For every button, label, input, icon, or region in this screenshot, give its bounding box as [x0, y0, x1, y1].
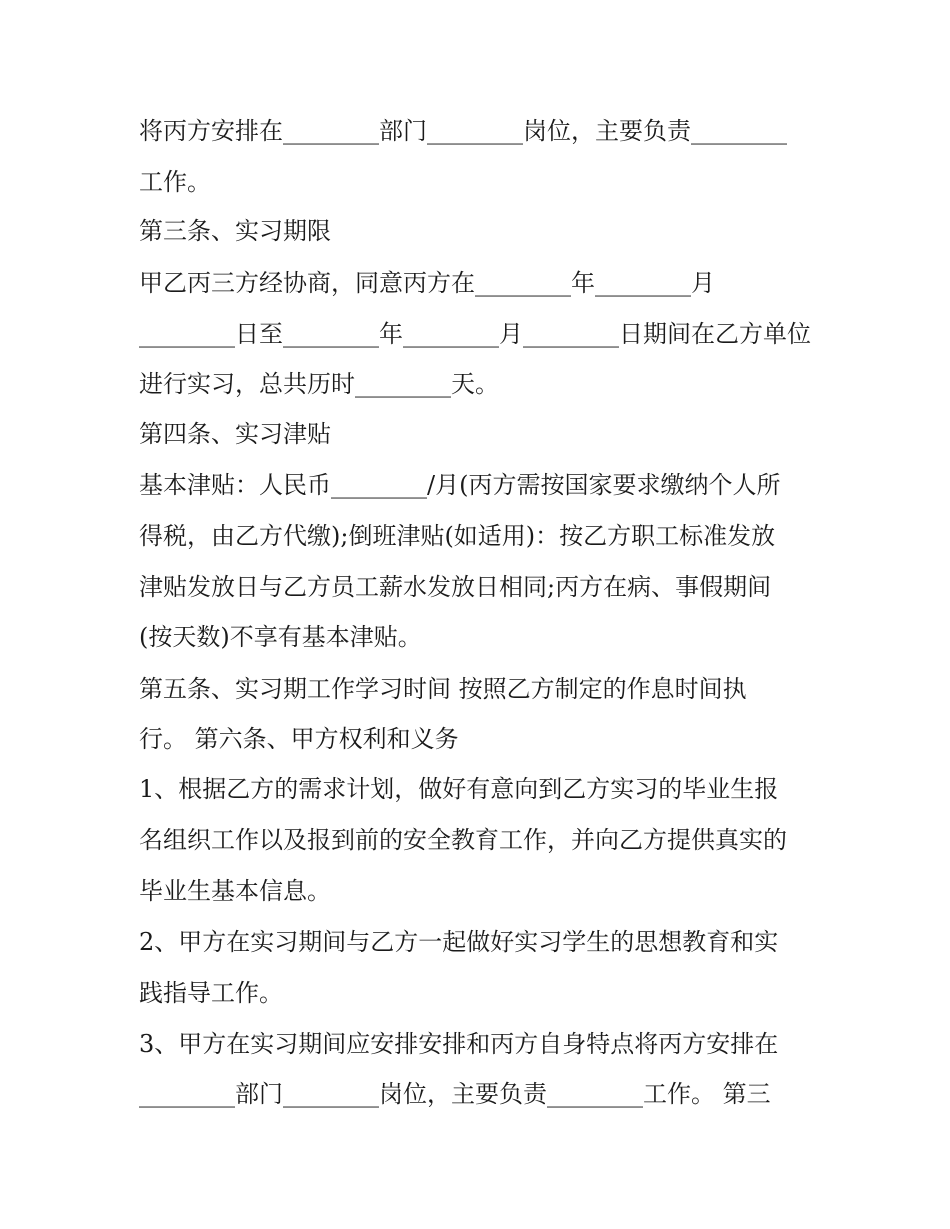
text-line: 3、甲方在实习期间应安排安排和丙方自身特点将丙方安排在	[139, 1030, 779, 1058]
text-line: (按天数)不享有基本津贴。	[139, 623, 422, 651]
text-line: 毕业生基本信息。	[139, 877, 331, 905]
section-heading: 第三条、实习期限	[139, 217, 331, 245]
text-line: 津贴发放日与乙方员工薪水发放日相同;丙方在病、事假期间	[139, 573, 772, 601]
text-line: 2、甲方在实习期间与乙方一起做好实习学生的思想教育和实	[139, 928, 779, 956]
text-line: 践指导工作。	[139, 979, 283, 1007]
section-heading: 第五条、实习期工作学习时间 按照乙方制定的作息时间执	[139, 675, 747, 703]
text-line: 将丙方安排在________部门________岗位，主要负责________	[139, 117, 787, 145]
section-heading: 第四条、实习津贴	[139, 420, 331, 448]
text-line: ________部门________岗位，主要负责________工作。 第三	[139, 1080, 771, 1108]
text-line: 名组织工作以及报到前的安全教育工作，并向乙方提供真实的	[139, 826, 787, 854]
section-heading: 行。 第六条、甲方权利和义务	[139, 725, 459, 753]
text-line: 进行实习，总共历时________天。	[139, 370, 499, 398]
text-line: 工作。	[139, 168, 211, 196]
text-line: 得税，由乙方代缴);倒班津贴(如适用)：按乙方职工标准发放	[139, 522, 776, 550]
text-line: ________日至________年________月________日期间在乙方单位	[139, 320, 811, 348]
text-line: 基本津贴：人民币________/月(丙方需按国家要求缴纳个人所	[139, 471, 781, 499]
text-line: 1、根据乙方的需求计划，做好有意向到乙方实习的毕业生报	[139, 775, 779, 803]
text-line: 甲乙丙三方经协商，同意丙方在________年________月	[139, 269, 715, 297]
